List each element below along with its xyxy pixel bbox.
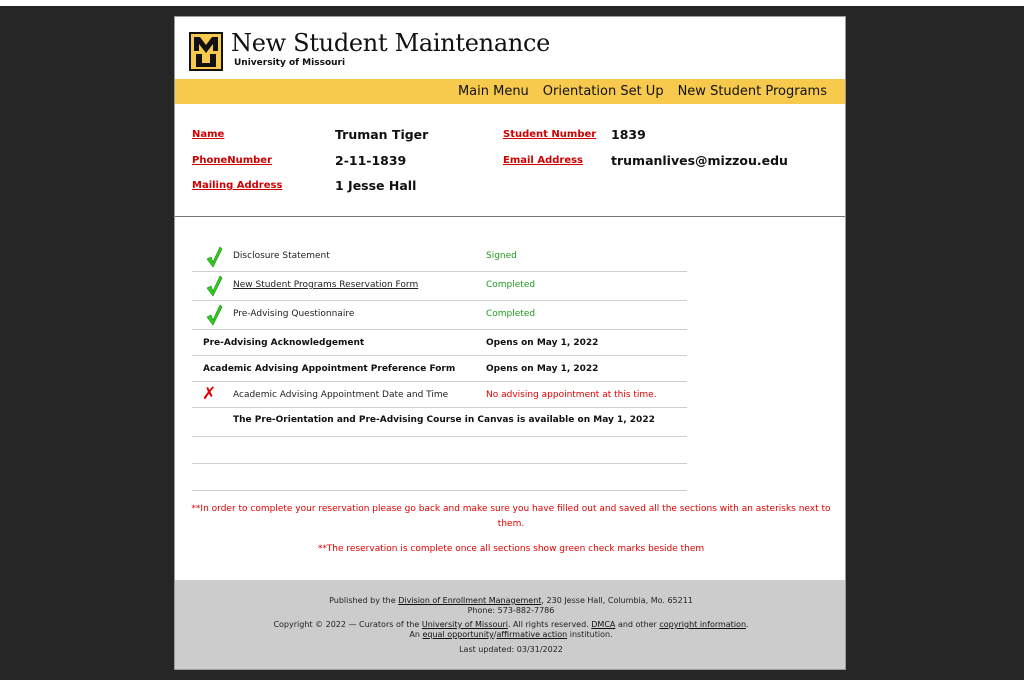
footer-text: An bbox=[409, 630, 420, 639]
university-of-missouri-link[interactable]: University of Missouri bbox=[421, 620, 508, 629]
footer-text: . bbox=[746, 620, 749, 629]
reservation-note bbox=[179, 502, 843, 532]
footer-copyright-line bbox=[175, 616, 846, 630]
section-divider bbox=[175, 216, 846, 217]
email-label-link[interactable]: Email Address bbox=[503, 155, 584, 166]
mizzou-logo-icon bbox=[189, 32, 223, 71]
footer-eo-line bbox=[175, 630, 846, 640]
reservation-form-link[interactable]: New Student Programs Reservation Form bbox=[233, 280, 419, 290]
footer-phone: Phone: 573-882-7786 bbox=[467, 606, 555, 615]
checklist-row-acknowledgement bbox=[192, 330, 687, 356]
student-number-label-link[interactable]: Student Number bbox=[503, 129, 597, 140]
site-header bbox=[175, 17, 846, 79]
checklist-item-label: Academic Advising Appointment Date and Time bbox=[233, 390, 449, 400]
phone-label-link[interactable]: PhoneNumber bbox=[192, 155, 272, 166]
footer-text: institution. bbox=[569, 630, 613, 639]
reservation-note-line: them. bbox=[497, 519, 525, 529]
footer-text: , 230 Jesse Hall, Columbia, Mo. 65211 bbox=[541, 596, 693, 605]
checklist-row-canvas-notice bbox=[192, 408, 687, 437]
reservation-note-line: **In order to complete your reservation please go back and make sure you have filled out and saved all the sections with an asterisks next to bbox=[191, 504, 831, 514]
green-check-icon bbox=[205, 275, 223, 297]
student-info bbox=[175, 104, 846, 216]
footer-text: Published by the bbox=[329, 596, 396, 605]
copyright-information-link[interactable]: copyright information bbox=[659, 620, 747, 629]
student-phone: 2-11-1839 bbox=[335, 153, 407, 168]
canvas-notice: The Pre-Orientation and Pre-Advising Course in Canvas is available on May 1, 2022 bbox=[233, 415, 655, 425]
green-check-icon bbox=[205, 246, 223, 268]
checklist-row-disclosure bbox=[192, 243, 687, 272]
footer-text: Copyright © 2022 — Curators of the bbox=[273, 620, 420, 629]
checklist-item-status: Signed bbox=[486, 251, 517, 261]
checklist-item-label: Pre-Advising Acknowledgement bbox=[203, 338, 365, 348]
checklist-item-label: Pre-Advising Questionnaire bbox=[233, 309, 355, 319]
checklist-row-reservation bbox=[192, 272, 687, 301]
checklist-empty-row bbox=[192, 464, 687, 491]
student-email: trumanlives@mizzou.edu bbox=[611, 153, 788, 168]
name-label-link[interactable]: Name bbox=[192, 129, 225, 140]
checklist-row-appointment bbox=[192, 382, 687, 408]
nav-items bbox=[444, 79, 827, 104]
student-number: 1839 bbox=[611, 127, 646, 142]
nav-bar bbox=[175, 79, 846, 104]
green-check-icon bbox=[205, 304, 223, 326]
page-container bbox=[174, 16, 846, 670]
student-name: Truman Tiger bbox=[335, 127, 429, 142]
checklist-empty-row bbox=[192, 437, 687, 464]
nav-new-student-programs[interactable]: New Student Programs bbox=[677, 84, 827, 99]
checklist-item-status: Completed bbox=[486, 309, 536, 319]
checklist-item-label: Disclosure Statement bbox=[233, 251, 330, 261]
checklist-item-status: Opens on May 1, 2022 bbox=[486, 338, 599, 348]
mailing-address-label-link[interactable]: Mailing Address bbox=[192, 180, 283, 191]
completion-note: **The reservation is complete once all sections show green check marks beside them bbox=[317, 544, 705, 554]
checklist-item-status: Opens on May 1, 2022 bbox=[486, 364, 599, 374]
nav-main-menu[interactable]: Main Menu bbox=[457, 84, 529, 99]
footer-published-line bbox=[175, 580, 846, 606]
checklist-item-label: Academic Advising Appointment Preference Form bbox=[203, 364, 456, 374]
site-subtitle: University of Missouri bbox=[234, 58, 346, 68]
checklist-row-preference bbox=[192, 356, 687, 382]
browser-top-strip bbox=[0, 0, 1024, 6]
checklist-item-status: Completed bbox=[486, 280, 536, 290]
site-footer bbox=[175, 580, 846, 670]
checklist-row-questionnaire bbox=[192, 301, 687, 330]
enrollment-management-link[interactable]: Division of Enrollment Management bbox=[398, 596, 542, 605]
nav-orientation-set-up[interactable]: Orientation Set Up bbox=[542, 84, 664, 99]
footer-text: / bbox=[493, 630, 497, 639]
footer-last-updated: Last updated: 03/31/2022 bbox=[459, 645, 563, 654]
footer-text: and other bbox=[617, 620, 657, 629]
checklist bbox=[192, 243, 687, 491]
equal-opportunity-link[interactable]: equal opportunity bbox=[422, 630, 494, 639]
red-x-icon: ✗ bbox=[202, 384, 217, 404]
student-mailing-address: 1 Jesse Hall bbox=[335, 178, 417, 193]
site-title: New Student Maintenance bbox=[231, 29, 551, 57]
checklist-item-status: No advising appointment at this time. bbox=[486, 390, 657, 400]
affirmative-action-link[interactable]: affirmative action bbox=[496, 630, 568, 639]
footer-text: . All rights reserved. bbox=[507, 620, 589, 629]
dmca-link[interactable]: DMCA bbox=[591, 620, 616, 629]
